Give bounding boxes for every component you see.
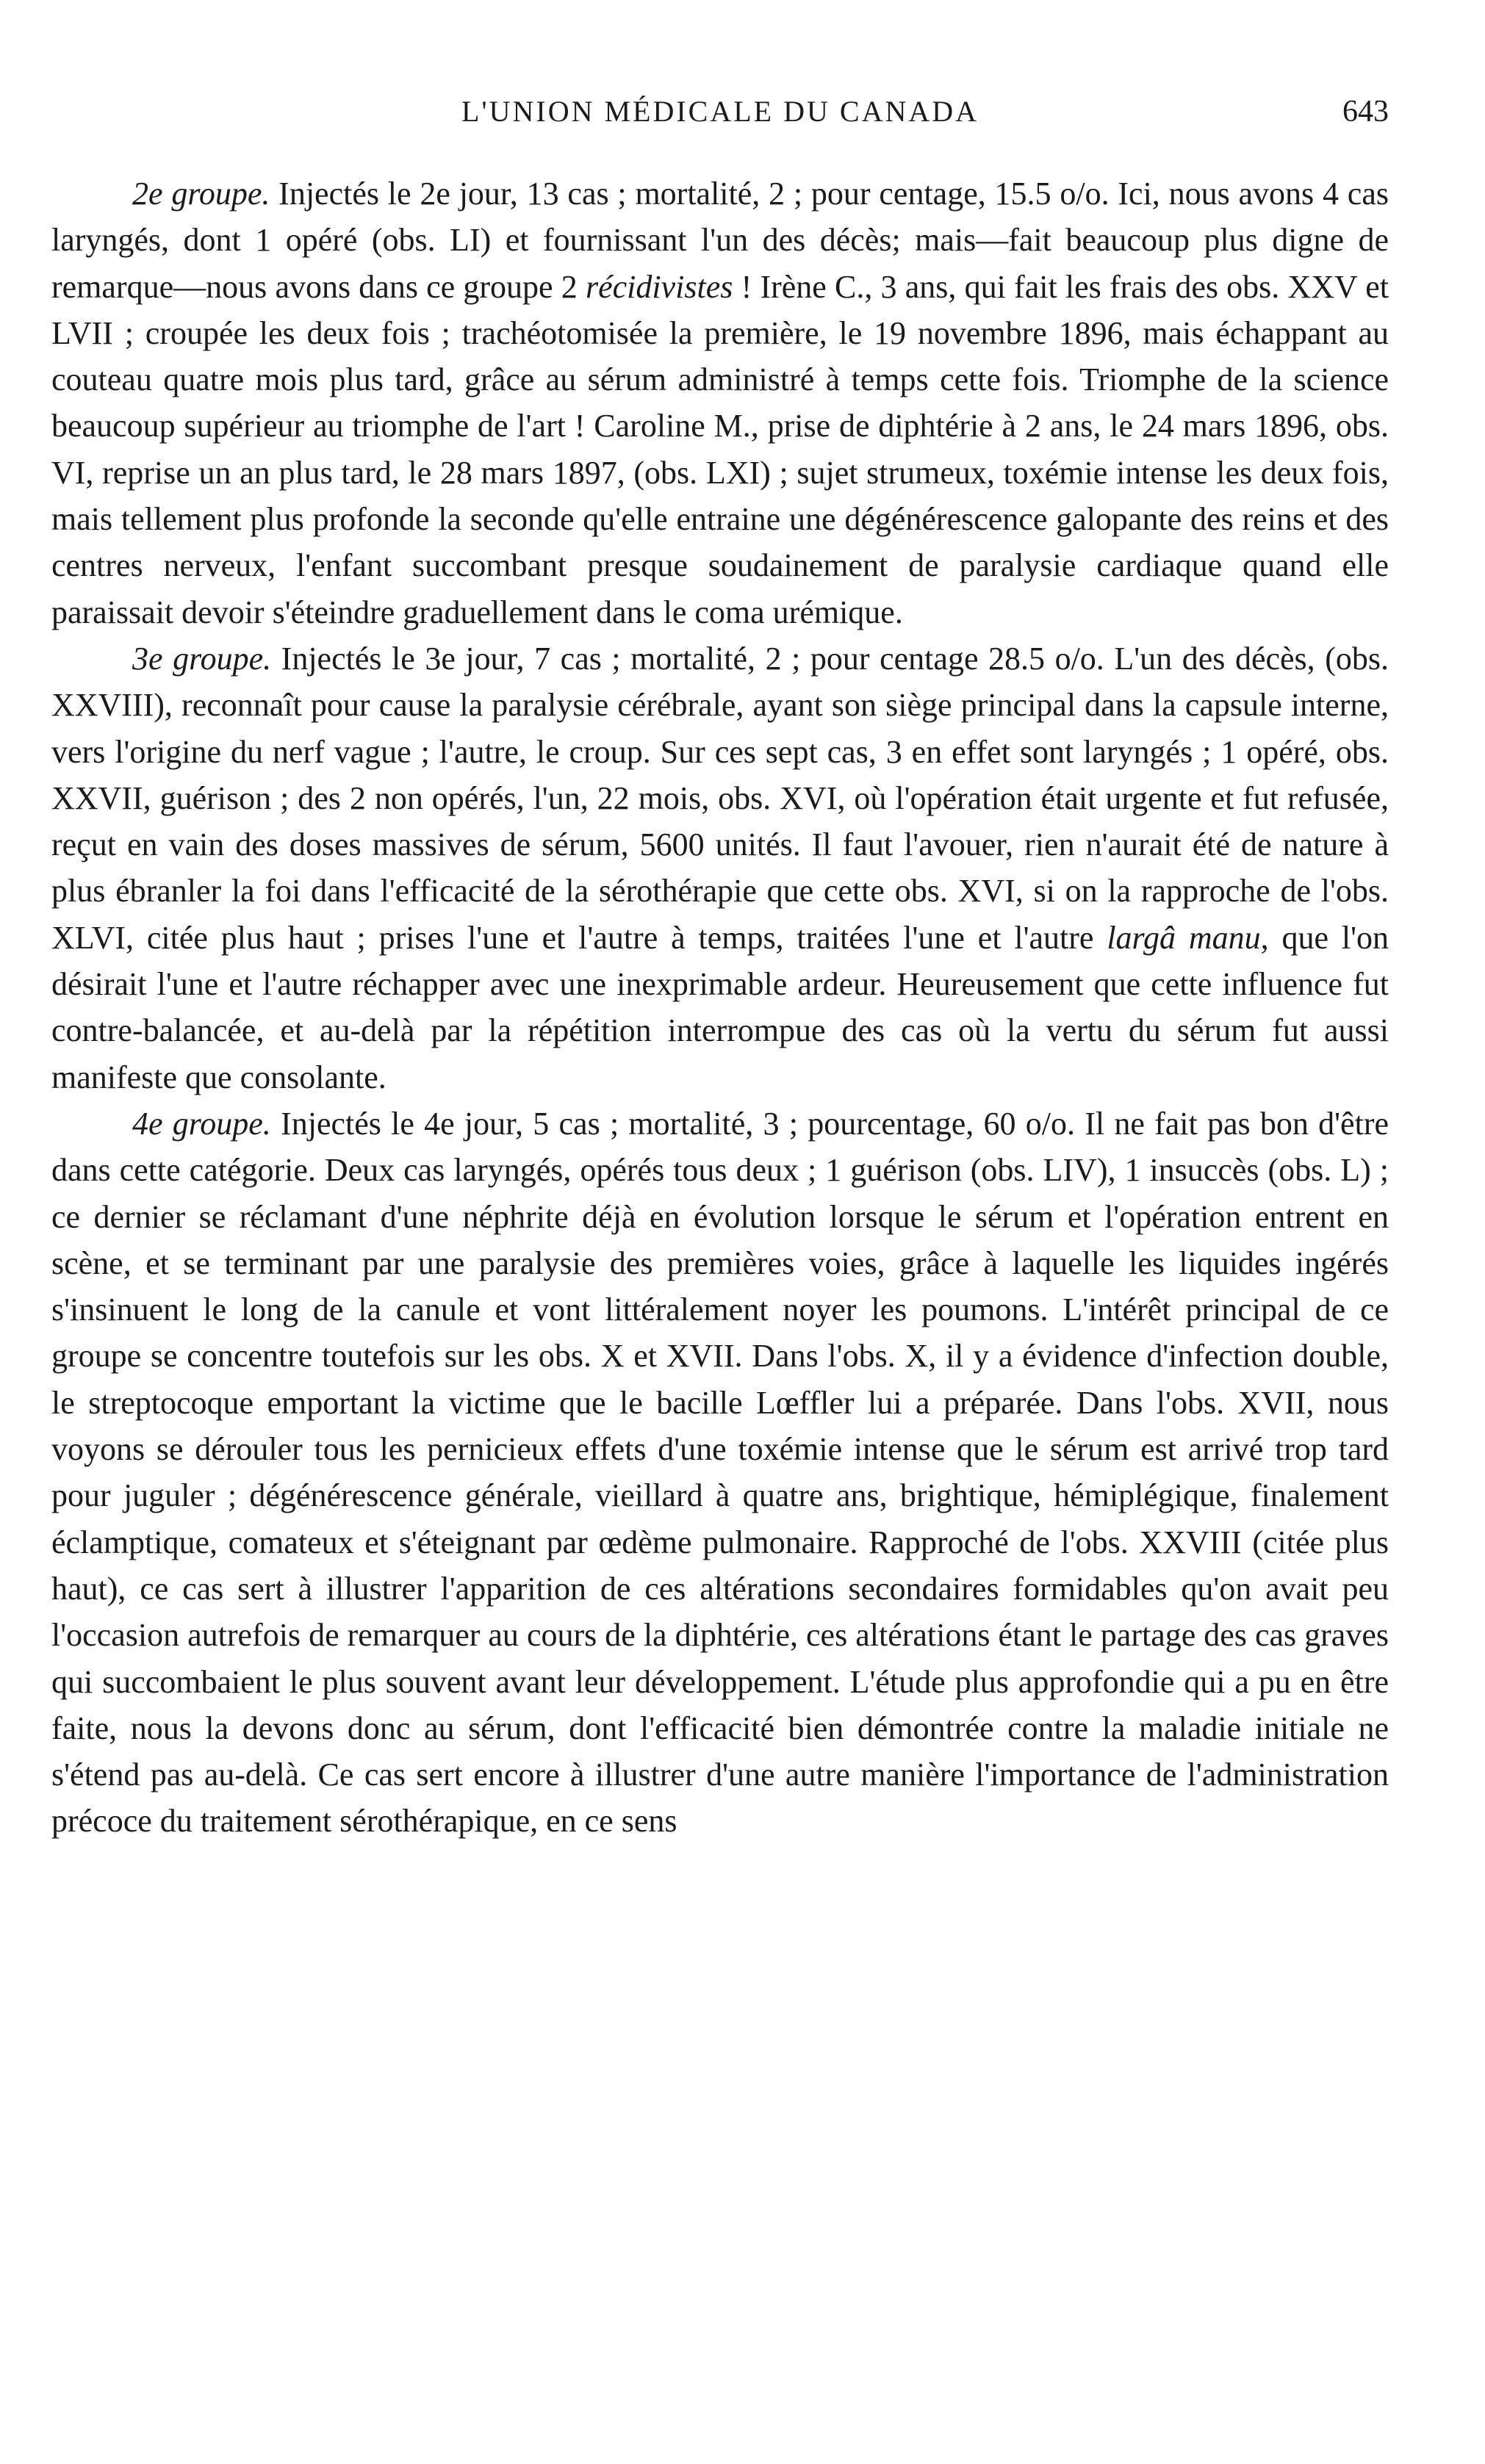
italic-run: largâ manu	[1107, 919, 1261, 956]
paragraph-group-4	[51, 1100, 1389, 1845]
page-number: 643	[1342, 95, 1389, 129]
italic-run: 2e groupe.	[132, 176, 270, 212]
text-run: ! Irène C., 3 ans, qui fait les frais des obs. XXV et LVII ; croupée les deux fois ; trachéotomisée la première, le 19 novembre 1896, mais échappant au couteau quatre mois plus tard, grâce au sérum administré à temps cette fois. Triomphe de la science beaucoup supérieur au triomphe de l'art ! Caroline M., prise de diphtérie à 2 ans, le 24 mars 1896, obs. VI, reprise un an plus tard, le 28 mars 1897, (obs. LXI) ; sujet strumeux, toxémie intense les deux fois, mais tellement plus profonde la seconde qu'elle entraine une dégénérescence galopante des reins et des centres nerveux, l'enfant succombant presque soudainement de paralysie cardiaque quand elle paraissait devoir s'éteindre graduellement dans le coma urémique.	[51, 268, 1389, 630]
text-run: Injectés le 4e jour, 5 cas ; mortalité, 3 ; pourcentage, 60 o/o. Il ne fait pas bon d'être dans cette catégorie. Deux cas laryngés, opérés tous deux ; 1 guérison (obs. LIV), 1 insuccès (obs. L) ; ce dernier se réclamant d'une néphrite déjà en évolution lorsque le sérum et l'opération entrent en scène, et se terminant par une paralysie des premières voies, grâce à laquelle les liquides ingérés s'insinuent le long de la canule et vont littéralement noyer les poumons. L'intérêt principal de ce groupe se concentre toutefois sur les obs. X et XVII. Dans l'obs. X, il y a évidence d'infection double, le streptocoque emportant la victime que le bacille Lœffler lui a préparée. Dans l'obs. XVII, nous voyons se dérouler tous les pernicieux effets d'une toxémie intense que le sérum est arrivé trop tard pour juguler ; dégénérescence générale, vieillard à quatre ans, brightique, hémiplégique, finalement éclamptique, comateux et s'éteignant par œdème pulmonaire. Rapproché de l'obs. XXVIII (citée plus haut), ce cas sert à illustrer l'apparition de ces altérations secondaires formidables qu'on avait peu l'occasion autrefois de remarquer au cours de la diphtérie, ces altérations étant le partage des cas graves qui succombaient le plus souvent avant leur développement. L'étude plus approfondie qui a pu en être faite, nous la devons donc au sérum, dont l'efficacité bien démontrée contre la maladie initiale ne s'étend pas au-delà. Ce cas sert encore à illustrer d'une autre manière l'importance de l'administration précoce du traitement sérothérapique, en ce sens	[51, 1105, 1389, 1840]
italic-run: récidivistes	[586, 268, 733, 305]
text-run: Injectés le 2e jour, 13 cas ; mortalité, 2 ; pour centage, 15.5 o/o. Ici, nous avons 4 cas laryngés, dont 1 opéré (obs. LI) et fournissant l'un des décès; mais—fait beaucoup plus digne de remarque—nous avons dans ce groupe 2	[51, 176, 1389, 305]
running-title: L'UNION MÉDICALE DU CANADA	[461, 95, 979, 128]
body-text	[51, 170, 1389, 1845]
page-header	[51, 94, 1389, 138]
italic-run: 4e groupe.	[132, 1105, 271, 1142]
italic-run: 3e groupe.	[132, 640, 272, 677]
text-run: , que l'on désirait l'une et l'autre réchapper avec une inexprimable ardeur. Heureusement que cette influence fut contre-balancée, et au-delà par la répétition interrompue des cas où la vertu du sérum fut aussi manifeste que consolante.	[51, 919, 1389, 1095]
paragraph-group-2	[51, 170, 1389, 635]
paragraph-group-3	[51, 635, 1389, 1100]
text-run: Injectés le 3e jour, 7 cas ; mortalité, 2 ; pour centage 28.5 o/o. L'un des décès, (obs. XXVIII), reconnaît pour cause la paralysie cérébrale, ayant son siège principal dans la capsule interne, vers l'origine du nerf vague ; l'autre, le croup. Sur ces sept cas, 3 en effet sont laryngés ; 1 opéré, obs. XXVII, guérison ; des 2 non opérés, l'un, 22 mois, obs. XVI, où l'opération était urgente et fut refusée, reçut en vain des doses massives de sérum, 5600 unités. Il faut l'avouer, rien n'aurait été de nature à plus ébranler la foi dans l'efficacité de la sérothérapie que cette obs. XVI, si on la rapproche de l'obs. XLVI, citée plus haut ; prises l'une et l'autre à temps, traitées l'une et l'autre	[51, 640, 1389, 956]
